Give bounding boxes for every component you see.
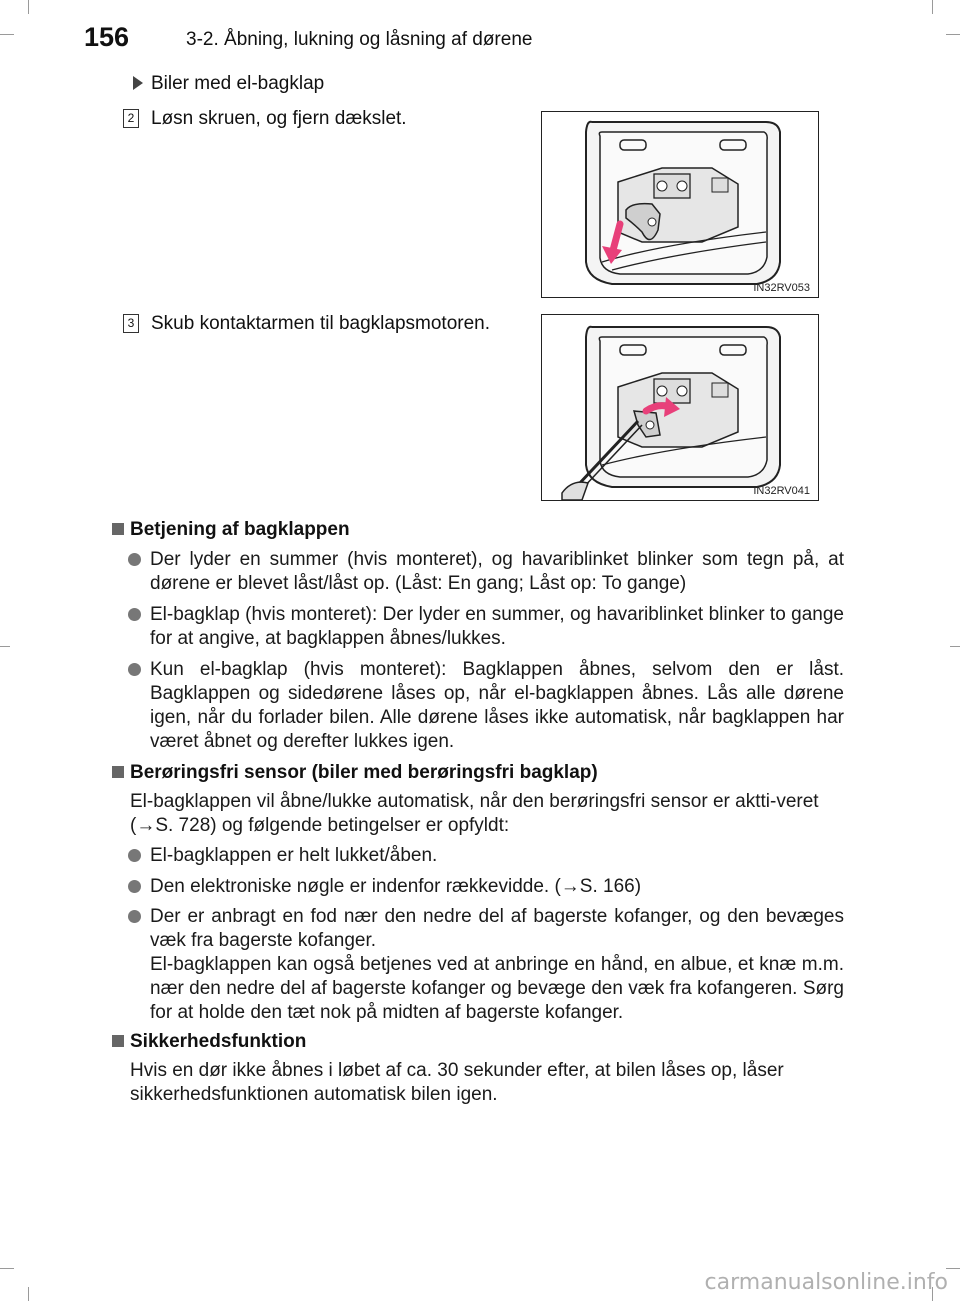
bullet-dot-icon [128,910,141,923]
chapter-title: 3-2. Åbning, lukning og låsning af dørene [186,29,533,50]
crop-mark [946,1268,960,1269]
square-bullet-icon [112,1035,124,1047]
bullet-dot-icon [128,553,141,566]
triangle-bullet-icon [133,76,143,90]
bullet-dot-icon [128,849,141,862]
crop-mark [0,1268,14,1269]
list-item: El-bagklappen er helt lukket/åben. [128,844,844,868]
square-bullet-icon [112,523,124,535]
step-text: Løsn skruen, og fjern dækslet. [151,108,407,129]
list-item: El-bagklap (hvis monteret): Der lyder en summer, og havariblinket blinker to gange for at angive, at bagklappen åbnes/lukkes. [128,603,844,651]
crop-mark [28,1287,29,1301]
bullet-dot-icon [128,880,141,893]
section-title: Sikkerhedsfunktion [112,1031,306,1053]
subheading-text: Biler med el-bagklap [151,73,325,94]
list-item: Der lyder en summer (hvis monteret), og havariblinket blinker som tegn på, at dørene er blevet låst/låst op. (Låst: En gang; Låst op: To gange) [128,548,844,596]
bullet-note: El-bagklappen kan også betjenes ved at anbringe en hånd, en albue, et knæ m.m. nær den nedre del af bagerste kofanger og bevæge den væk fra kofangeren. Sørg for at holde den tæt nok på midten af bagerste kofanger. [150,954,844,1023]
bullet-dot-icon [128,663,141,676]
list-item: Kun el-bagklap (hvis monteret): Bagklappen åbnes, selvom den er låst. Bagklappen og sidedørene låses op, når el-bagklappen åbnes. Lås alle dørene igen, når du forlader bilen. Alle dørene låses ikke automatisk, når bagklappen har været åbnet og derefter lukkes igen. [128,658,844,754]
page-header [0,0,960,62]
step-number: 2 [123,109,139,128]
section-intro: Hvis en dør ikke åbnes i løbet af ca. 30 sekunder efter, at bilen låses op, låser sikkerhedsfunktionen automatisk bilen igen. [130,1060,784,1105]
figure-code: IN32RV041 [753,485,810,497]
page-number: 156 [84,22,130,52]
subheading [133,73,324,95]
crop-mark [950,646,960,647]
section-intro: El-bagklappen vil åbne/lukke automatisk, når den berøringsfri sensor er aktti-veret (→S. 728) og følgende betingelser er opfyldt: [130,791,819,836]
square-bullet-icon [112,766,124,778]
step-number: 3 [123,314,139,333]
list-item: Der er anbragt en fod nær den nedre del af bagerste kofanger, og den bevæges væk fra bagerste kofanger. El-bagklappen kan også betjenes ved at anbringe en hånd, en albue, et knæ m.m. nær den nedre del af bagerste kofanger og bevæge den væk fra kofangeren. Sørg for at holde den tæt nok på midten af bagerste kofanger. [128,905,844,1025]
section-title: Betjening af bagklappen [112,519,350,541]
section-title: Berøringsfri sensor (biler med berøringsfri bagklap) [112,762,598,784]
illustration-tailgate-cover [542,112,818,297]
step-text: Skub kontaktarmen til bagklapsmotoren. [151,313,491,334]
figure-cover-removal [541,111,819,298]
crop-mark [0,646,10,647]
bullet-dot-icon [128,608,141,621]
figure-code: IN32RV053 [753,282,810,294]
figure-push-lever [541,314,819,501]
illustration-motor-lever [542,315,818,500]
watermark: carmanualsonline.info [704,1270,948,1295]
list-item: Den elektroniske nøgle er indenfor rækkevidde. (→S. 166) [128,875,844,899]
